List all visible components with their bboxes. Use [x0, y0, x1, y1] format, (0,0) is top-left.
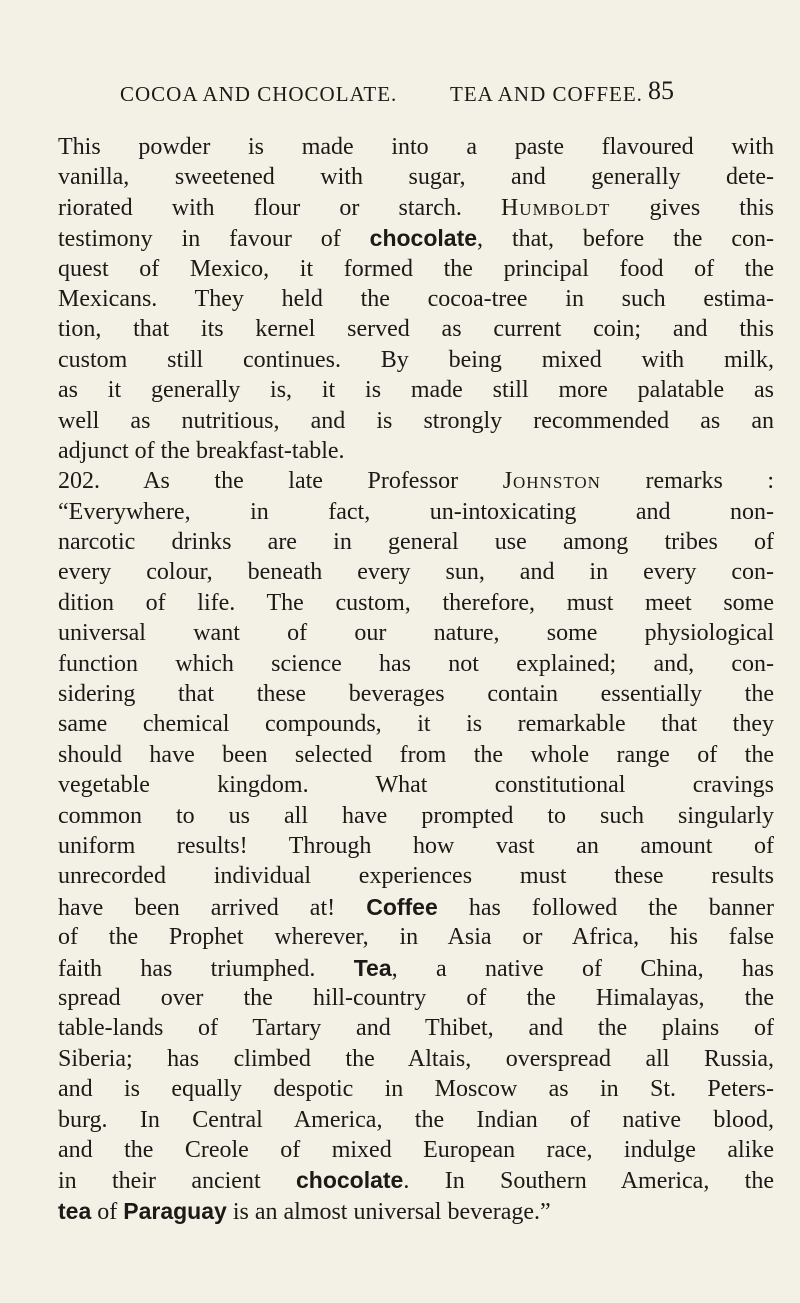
text-line: This powder is made into a paste flavoured with [58, 134, 774, 160]
text-line: well as nutritious, and is strongly recommended as an [58, 407, 774, 434]
text-line: common to us all have prompted to such singularly [58, 802, 774, 829]
text-line: have been arrived at! Coffee has followed the banner [58, 893, 774, 921]
text-line: should have been selected from the whole range of the [58, 741, 774, 768]
text-line: as it generally is, it is made still more palatable as [58, 377, 774, 404]
text-line: quest of Mexico, it formed the principal food of the [58, 255, 774, 282]
text-line: Siberia; has climbed the Altais, overspread all Russia, [58, 1045, 774, 1072]
text-line: dition of life. The custom, therefore, must meet some [58, 589, 774, 616]
text-line: function which science has not explained; and, con- [58, 650, 774, 677]
text-line: universal want of our nature, some physiological [58, 620, 774, 647]
emphasized-word: Tea [353, 954, 392, 981]
text-line: of the Prophet wherever, in Asia or Africa, his false [58, 924, 774, 951]
emphasized-word: Johnston [502, 468, 601, 495]
text-line: testimony in favour of chocolate, that, before the con- [58, 225, 774, 253]
text-line: riorated with flour or starch. Humboldt gives this [58, 194, 774, 221]
text-line: faith has triumphed. Tea, a native of China, has [58, 954, 774, 982]
page-number: 85 [648, 76, 674, 105]
text-line: and is equally despotic in Moscow as in St. Peters- [58, 1076, 774, 1103]
text-line: and the Creole of mixed European race, indulge alike [58, 1136, 774, 1163]
emphasized-word: chocolate [369, 225, 478, 252]
emphasized-word: Coffee [366, 893, 438, 920]
emphasized-word: Humboldt [500, 194, 611, 221]
text-line: vegetable kingdom. What constitutional cravings [58, 772, 774, 799]
emphasized-word: chocolate [295, 1167, 404, 1194]
text-line: same chemical compounds, it is remarkable that they [58, 711, 774, 738]
text-line: table-lands of Tartary and Thibet, and the plains of [58, 1015, 774, 1042]
text-line: every colour, beneath every sun, and in every con- [58, 559, 774, 586]
text-line: spread over the hill-country of the Himalayas, the [58, 984, 774, 1011]
running-head [120, 82, 680, 112]
emphasized-word: tea [58, 1197, 92, 1224]
text-line: sidering that these beverages contain essentially the [58, 681, 774, 708]
text-line: burg. In Central America, the Indian of native blood, [58, 1106, 774, 1133]
text-line: custom still continues. By being mixed with milk, [58, 346, 774, 373]
body-text [58, 132, 774, 1226]
text-line: uniform results! Through how vast an amount of [58, 832, 774, 859]
text-line: adjunct of the breakfast-table. [58, 437, 345, 464]
emphasized-word: Paraguay [123, 1197, 227, 1224]
text-line: narcotic drinks are in general use among tribes of [58, 529, 774, 556]
text-line: Mexicans. They held the cocoa-tree in such estima- [58, 285, 774, 312]
running-head-middle: TEA AND COFFEE. [450, 82, 643, 106]
text-line: in their ancient chocolate. In Southern America, the [58, 1167, 774, 1195]
text-line: unrecorded individual experiences must these results [58, 863, 774, 890]
text-line: vanilla, sweetened with sugar, and generally dete- [58, 164, 774, 191]
text-line: 202. As the late Professor Johnston remarks : [58, 468, 775, 495]
text-line: tea of Paraguay is an almost universal beverage.” [58, 1197, 551, 1225]
running-head-left: COCOA AND CHOCOLATE. [120, 82, 398, 106]
text-line: tion, that its kernel served as current coin; and this [58, 316, 774, 343]
text-line: “Everywhere, in fact, un-intoxicating and non- [58, 498, 774, 525]
